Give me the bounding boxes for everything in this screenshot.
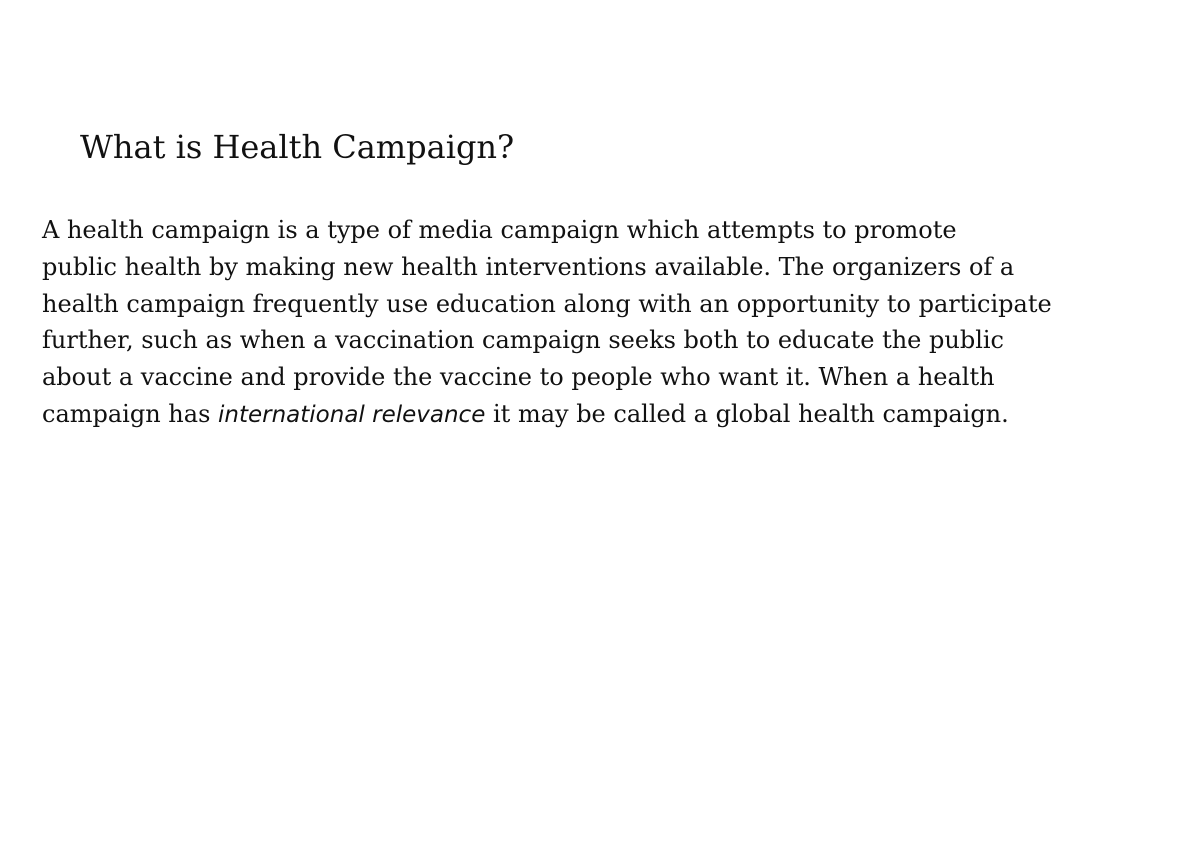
last-line-start: campaign has <box>42 399 219 428</box>
page-title: What is Health Campaign? <box>80 128 515 166</box>
paragraph-line: about a vaccine and provide the vaccine to people who want it. When a health <box>42 363 995 392</box>
paragraph-line: A health campaign is a type of media campaign which attempts to promote <box>42 216 957 244</box>
body-paragraph <box>42 212 1152 434</box>
paragraph-line: further, such as when a vaccination campaign seeks both to educate the public <box>42 326 1004 355</box>
emphasized-phrase: international relevance <box>218 401 486 428</box>
paragraph-line: health campaign frequently use education along with an opportunity to participate <box>42 289 1052 318</box>
paragraph-line: public health by making new health interventions available. The organizers of a <box>42 252 1015 281</box>
last-line-end: it may be called a global health campaign. <box>485 399 1009 428</box>
paragraph-line-last <box>42 396 1152 434</box>
